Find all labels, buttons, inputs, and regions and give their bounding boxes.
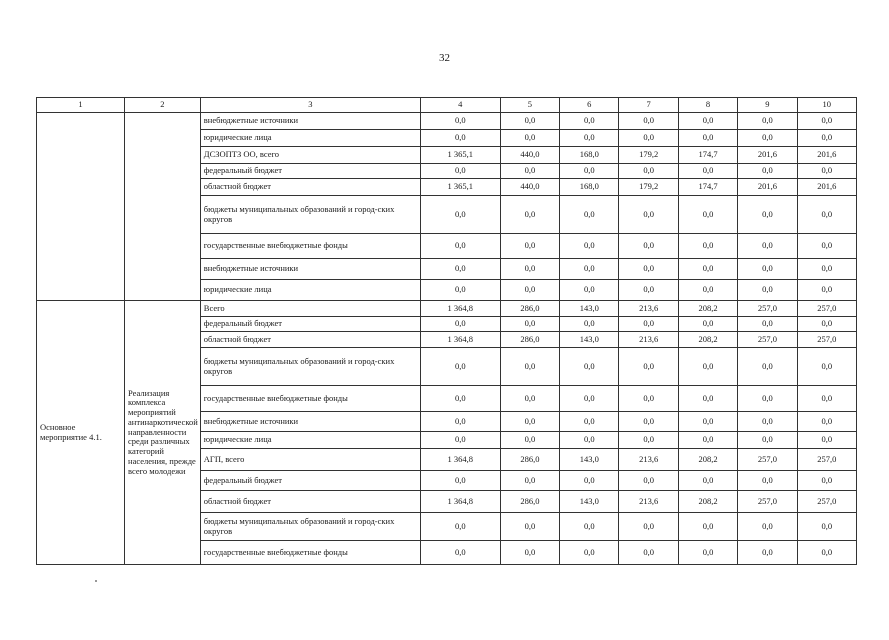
header-cell: 1 <box>37 98 125 113</box>
funding-source-label: ДСЗОПТЗ ОО, всего <box>200 147 420 164</box>
amount-cell: 0,0 <box>678 386 737 412</box>
amount-cell: 257,0 <box>738 301 797 317</box>
table-row <box>37 301 857 317</box>
header-row <box>37 98 857 113</box>
scan-speck <box>95 580 97 582</box>
amount-cell: 0,0 <box>619 513 678 541</box>
amount-cell: 257,0 <box>797 332 856 348</box>
amount-cell: 0,0 <box>560 412 619 432</box>
amount-cell: 0,0 <box>500 432 559 449</box>
amount-cell: 201,6 <box>738 179 797 196</box>
amount-cell: 0,0 <box>797 412 856 432</box>
amount-cell: 0,0 <box>420 513 500 541</box>
amount-cell: 0,0 <box>560 386 619 412</box>
funding-source-label: областной бюджет <box>200 179 420 196</box>
amount-cell: 174,7 <box>678 147 737 164</box>
amount-cell: 0,0 <box>420 234 500 259</box>
header-cell: 3 <box>200 98 420 113</box>
amount-cell: 0,0 <box>500 541 559 565</box>
amount-cell: 0,0 <box>619 130 678 147</box>
amount-cell: 0,0 <box>797 432 856 449</box>
funding-source-label: федеральный бюджет <box>200 164 420 179</box>
amount-cell: 0,0 <box>420 113 500 130</box>
amount-cell: 0,0 <box>678 113 737 130</box>
amount-cell: 213,6 <box>619 301 678 317</box>
header-cell: 10 <box>797 98 856 113</box>
amount-cell: 0,0 <box>619 471 678 491</box>
amount-cell: 168,0 <box>560 179 619 196</box>
amount-cell: 0,0 <box>738 130 797 147</box>
amount-cell: 0,0 <box>738 113 797 130</box>
amount-cell: 0,0 <box>560 513 619 541</box>
amount-cell: 0,0 <box>678 432 737 449</box>
amount-cell: 0,0 <box>500 130 559 147</box>
amount-cell: 0,0 <box>738 280 797 301</box>
amount-cell: 0,0 <box>500 317 559 332</box>
amount-cell: 286,0 <box>500 301 559 317</box>
amount-cell: 257,0 <box>797 491 856 513</box>
funding-source-label: областной бюджет <box>200 491 420 513</box>
amount-cell: 0,0 <box>560 432 619 449</box>
amount-cell: 0,0 <box>619 234 678 259</box>
amount-cell: 0,0 <box>500 471 559 491</box>
amount-cell: 1 364,8 <box>420 332 500 348</box>
amount-cell: 0,0 <box>797 386 856 412</box>
amount-cell: 201,6 <box>738 147 797 164</box>
amount-cell: 0,0 <box>678 348 737 386</box>
amount-cell: 0,0 <box>797 234 856 259</box>
amount-cell: 0,0 <box>678 471 737 491</box>
amount-cell: 0,0 <box>420 432 500 449</box>
amount-cell: 143,0 <box>560 301 619 317</box>
header-cell: 2 <box>125 98 201 113</box>
amount-cell: 0,0 <box>619 259 678 280</box>
amount-cell: 0,0 <box>797 113 856 130</box>
amount-cell: 0,0 <box>797 317 856 332</box>
amount-cell: 0,0 <box>678 513 737 541</box>
amount-cell: 0,0 <box>678 317 737 332</box>
amount-cell: 213,6 <box>619 491 678 513</box>
amount-cell: 0,0 <box>420 386 500 412</box>
amount-cell: 0,0 <box>619 113 678 130</box>
header-cell: 9 <box>738 98 797 113</box>
amount-cell: 201,6 <box>797 179 856 196</box>
funding-source-label: государственные внебюджетные фонды <box>200 386 420 412</box>
funding-source-label: АГП, всего <box>200 449 420 471</box>
amount-cell: 0,0 <box>420 280 500 301</box>
amount-cell: 0,0 <box>797 280 856 301</box>
amount-cell: 0,0 <box>619 280 678 301</box>
amount-cell: 257,0 <box>738 491 797 513</box>
amount-cell: 0,0 <box>678 541 737 565</box>
amount-cell: 0,0 <box>560 541 619 565</box>
amount-cell: 0,0 <box>500 280 559 301</box>
amount-cell: 0,0 <box>797 164 856 179</box>
amount-cell: 0,0 <box>738 259 797 280</box>
funding-source-label: государственные внебюджетные фонды <box>200 541 420 565</box>
header-cell: 4 <box>420 98 500 113</box>
funding-source-label: бюджеты муниципальных образований и город-ских округов <box>200 348 420 386</box>
amount-cell: 1 365,1 <box>420 179 500 196</box>
amount-cell: 257,0 <box>738 332 797 348</box>
amount-cell: 0,0 <box>619 541 678 565</box>
funding-source-label: федеральный бюджет <box>200 471 420 491</box>
amount-cell: 0,0 <box>738 412 797 432</box>
funding-source-label: областной бюджет <box>200 332 420 348</box>
amount-cell: 208,2 <box>678 332 737 348</box>
funding-source-label: бюджеты муниципальных образований и город-ских округов <box>200 196 420 234</box>
funding-source-label: федеральный бюджет <box>200 317 420 332</box>
amount-cell: 179,2 <box>619 147 678 164</box>
amount-cell: 0,0 <box>560 280 619 301</box>
amount-cell: 0,0 <box>420 130 500 147</box>
amount-cell: 179,2 <box>619 179 678 196</box>
amount-cell: 143,0 <box>560 449 619 471</box>
amount-cell: 0,0 <box>797 541 856 565</box>
amount-cell: 0,0 <box>420 471 500 491</box>
amount-cell: 201,6 <box>797 147 856 164</box>
amount-cell: 286,0 <box>500 332 559 348</box>
activity-description-cell <box>125 113 201 301</box>
amount-cell: 0,0 <box>560 196 619 234</box>
header-cell: 8 <box>678 98 737 113</box>
amount-cell: 0,0 <box>560 113 619 130</box>
amount-cell: 0,0 <box>420 164 500 179</box>
amount-cell: 0,0 <box>678 280 737 301</box>
amount-cell: 0,0 <box>738 432 797 449</box>
funding-source-label: государственные внебюджетные фонды <box>200 234 420 259</box>
activity-name-cell: Основное мероприятие 4.1. <box>37 301 125 565</box>
amount-cell: 143,0 <box>560 491 619 513</box>
amount-cell: 0,0 <box>500 513 559 541</box>
activity-description-cell: Реализация комплекса мероприятий антинаркотической направленности среди различных категорий населения, прежде всего молодежи <box>125 301 201 565</box>
amount-cell: 0,0 <box>678 164 737 179</box>
amount-cell: 0,0 <box>738 196 797 234</box>
amount-cell: 0,0 <box>560 317 619 332</box>
activity-name-cell <box>37 113 125 301</box>
amount-cell: 213,6 <box>619 332 678 348</box>
table-row <box>37 113 857 130</box>
amount-cell: 440,0 <box>500 179 559 196</box>
amount-cell: 0,0 <box>738 234 797 259</box>
amount-cell: 0,0 <box>500 113 559 130</box>
funding-source-label: внебюджетные источники <box>200 113 420 130</box>
amount-cell: 0,0 <box>420 412 500 432</box>
amount-cell: 0,0 <box>500 348 559 386</box>
amount-cell: 0,0 <box>420 196 500 234</box>
amount-cell: 0,0 <box>797 196 856 234</box>
amount-cell: 0,0 <box>678 196 737 234</box>
amount-cell: 0,0 <box>678 130 737 147</box>
amount-cell: 143,0 <box>560 332 619 348</box>
amount-cell: 0,0 <box>420 541 500 565</box>
amount-cell: 0,0 <box>619 432 678 449</box>
amount-cell: 0,0 <box>500 196 559 234</box>
amount-cell: 0,0 <box>560 130 619 147</box>
amount-cell: 257,0 <box>738 449 797 471</box>
amount-cell: 0,0 <box>420 348 500 386</box>
amount-cell: 0,0 <box>500 164 559 179</box>
amount-cell: 0,0 <box>619 196 678 234</box>
amount-cell: 0,0 <box>738 471 797 491</box>
amount-cell: 0,0 <box>797 471 856 491</box>
funding-source-label: бюджеты муниципальных образований и город-ских округов <box>200 513 420 541</box>
amount-cell: 0,0 <box>738 513 797 541</box>
funding-source-label: юридические лица <box>200 130 420 147</box>
amount-cell: 213,6 <box>619 449 678 471</box>
amount-cell: 0,0 <box>560 471 619 491</box>
amount-cell: 257,0 <box>797 449 856 471</box>
amount-cell: 0,0 <box>738 541 797 565</box>
amount-cell: 0,0 <box>738 164 797 179</box>
amount-cell: 0,0 <box>500 234 559 259</box>
amount-cell: 1 364,8 <box>420 301 500 317</box>
amount-cell: 0,0 <box>619 386 678 412</box>
amount-cell: 0,0 <box>797 348 856 386</box>
page-number: 32 <box>439 52 450 64</box>
amount-cell: 168,0 <box>560 147 619 164</box>
amount-cell: 1 364,8 <box>420 449 500 471</box>
amount-cell: 0,0 <box>560 348 619 386</box>
amount-cell: 0,0 <box>500 412 559 432</box>
budget-table <box>36 97 857 565</box>
amount-cell: 1 364,8 <box>420 491 500 513</box>
amount-cell: 0,0 <box>560 259 619 280</box>
amount-cell: 0,0 <box>619 412 678 432</box>
amount-cell: 0,0 <box>420 259 500 280</box>
amount-cell: 0,0 <box>500 386 559 412</box>
amount-cell: 286,0 <box>500 491 559 513</box>
amount-cell: 0,0 <box>738 317 797 332</box>
amount-cell: 208,2 <box>678 491 737 513</box>
amount-cell: 0,0 <box>678 412 737 432</box>
amount-cell: 286,0 <box>500 449 559 471</box>
amount-cell: 440,0 <box>500 147 559 164</box>
amount-cell: 0,0 <box>560 164 619 179</box>
funding-source-label: Всего <box>200 301 420 317</box>
amount-cell: 0,0 <box>738 386 797 412</box>
amount-cell: 208,2 <box>678 449 737 471</box>
funding-source-label: юридические лица <box>200 280 420 301</box>
amount-cell: 0,0 <box>619 317 678 332</box>
amount-cell: 0,0 <box>797 130 856 147</box>
amount-cell: 0,0 <box>420 317 500 332</box>
amount-cell: 1 365,1 <box>420 147 500 164</box>
amount-cell: 0,0 <box>560 234 619 259</box>
amount-cell: 174,7 <box>678 179 737 196</box>
funding-source-label: юридические лица <box>200 432 420 449</box>
header-cell: 5 <box>500 98 559 113</box>
header-cell: 6 <box>560 98 619 113</box>
amount-cell: 0,0 <box>797 513 856 541</box>
amount-cell: 208,2 <box>678 301 737 317</box>
amount-cell: 0,0 <box>797 259 856 280</box>
amount-cell: 0,0 <box>738 348 797 386</box>
amount-cell: 0,0 <box>678 234 737 259</box>
amount-cell: 257,0 <box>797 301 856 317</box>
amount-cell: 0,0 <box>678 259 737 280</box>
funding-source-label: внебюджетные источники <box>200 259 420 280</box>
funding-source-label: внебюджетные источники <box>200 412 420 432</box>
amount-cell: 0,0 <box>619 348 678 386</box>
amount-cell: 0,0 <box>500 259 559 280</box>
amount-cell: 0,0 <box>619 164 678 179</box>
header-cell: 7 <box>619 98 678 113</box>
